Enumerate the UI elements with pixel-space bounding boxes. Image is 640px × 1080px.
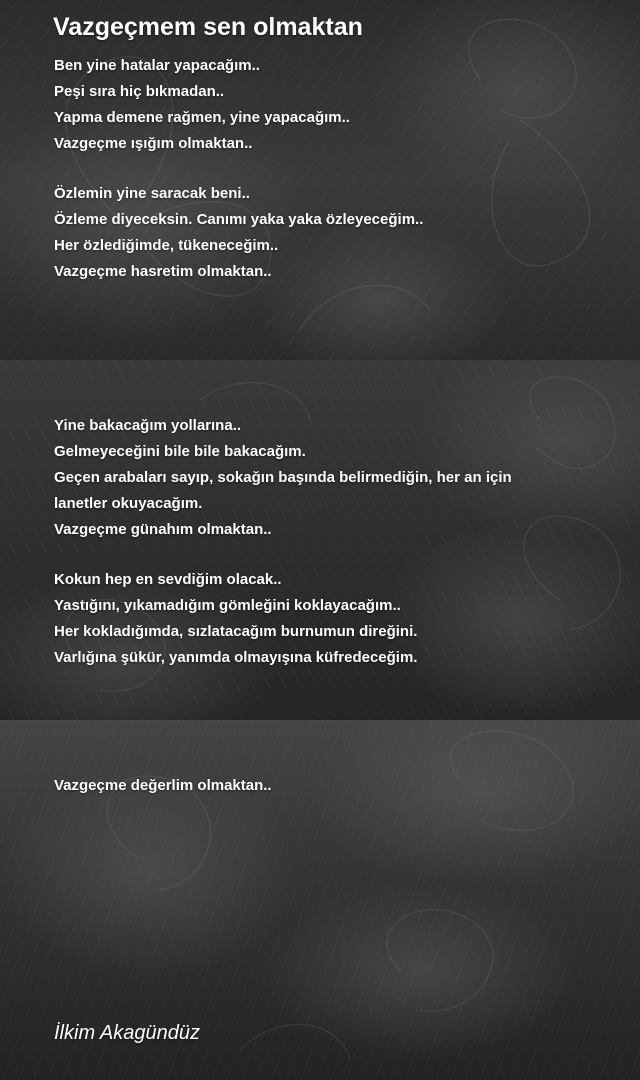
poem-line: Yastığını, yıkamadığım gömleğini koklayacağım..	[54, 597, 401, 614]
poem-line: Peşi sıra hiç bıkmadan..	[54, 83, 225, 100]
stanza-1	[54, 53, 350, 157]
poem-line: Varlığına şükür, yanımda olmayışına küfredeceğim.	[54, 649, 418, 666]
poem-line: Her özlediğimde, tükeneceğim..	[54, 237, 279, 254]
poem-line: Gelmeyeceğini bile bile bakacağım.	[54, 443, 306, 460]
poem-line: Kokun hep en sevdiğim olacak..	[54, 571, 282, 588]
author-name: İlkim Akagündüz	[54, 1022, 200, 1044]
stanza-4	[54, 567, 417, 671]
poem-line: Ben yine hatalar yapacağım..	[54, 57, 260, 74]
poem-line: Özlemin yine saracak beni..	[54, 185, 250, 202]
poem-line: Vazgeçme hasretim olmaktan..	[54, 263, 272, 280]
poem-line: Vazgeçme günahım olmaktan..	[54, 521, 272, 538]
poem-line: Yapma demene rağmen, yine yapacağım..	[54, 109, 350, 126]
stanza-2	[54, 181, 423, 285]
poem-line: Geçen arabaları sayıp, sokağın başında belirmediğin, her an için	[54, 469, 512, 486]
stanza-3	[54, 413, 512, 543]
poem-line: Vazgeçme ışığım olmaktan..	[54, 135, 253, 152]
poem-line: Özleme diyeceksin. Canımı yaka yaka özleyeceğim..	[54, 211, 424, 228]
stanza-5	[54, 773, 272, 799]
poem-panel-2	[0, 360, 640, 720]
poem-line: lanetler okuyacağım.	[54, 495, 203, 512]
poem-panel-1	[0, 0, 640, 360]
poem-line: Vazgeçme değerlim olmaktan..	[54, 777, 272, 794]
poem-line: Her kokladığımda, sızlatacağım burnumun direğini.	[54, 623, 418, 640]
poem-line: Yine bakacağım yollarına..	[54, 417, 242, 434]
poem-title: Vazgeçmem sen olmaktan	[53, 13, 363, 41]
